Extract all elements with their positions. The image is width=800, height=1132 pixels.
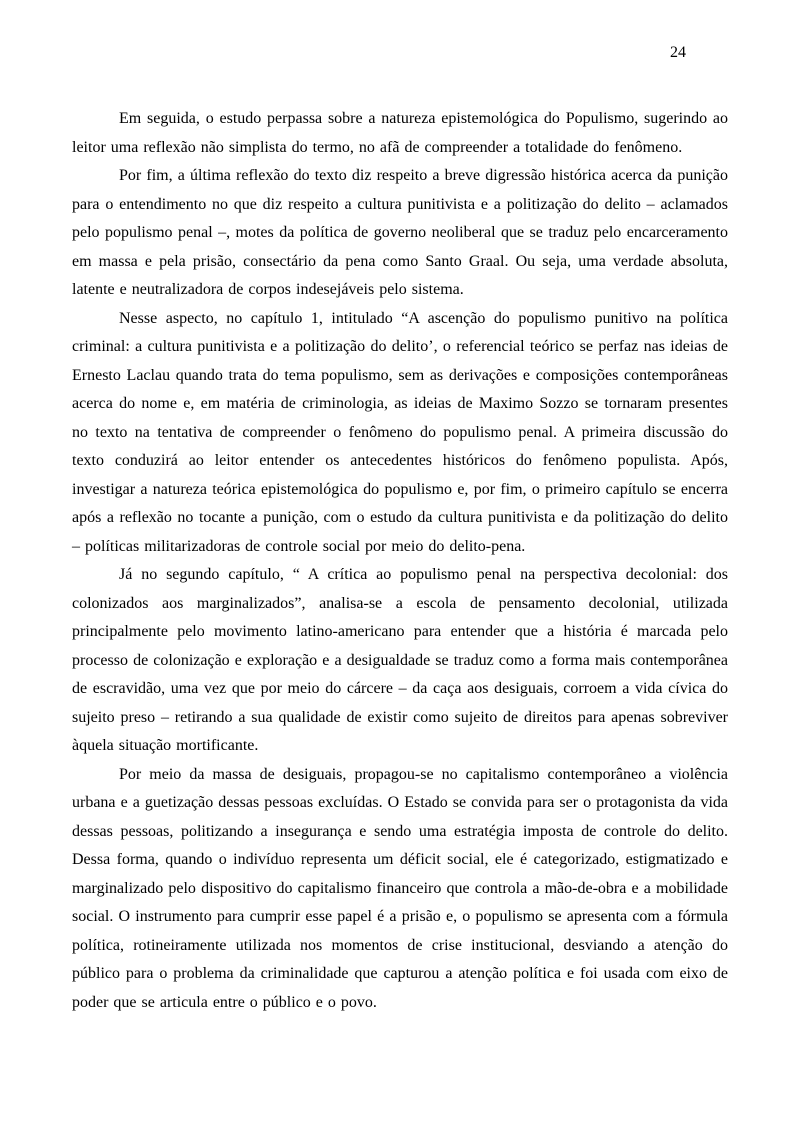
document-body bbox=[72, 105, 728, 1017]
page-number: 24 bbox=[670, 44, 686, 61]
paragraph-capitulo-1: Nesse aspecto, no capítulo 1, intitulado “A ascenção do populismo punitivo na política criminal: a cultura punitivista e a politização do delito’, o referencial teórico se perfaz nas ideias de Ernesto Laclau quando trata do tema populismo, sem as derivações e composições contemporâneas acerca do nome e, em matéria de criminologia, as ideias de Maximo Sozzo se tornaram presentes no texto na tentativa de compreender o fenômeno do populismo penal. A primeira discussão do texto conduzirá ao leitor entender os antecedentes históricos do fenômeno populista. Após, investigar a natureza teórica epistemológica do populismo e, por fim, o primeiro capítulo se encerra após a reflexão no tocante a punição, com o estudo da cultura punitivista e da politização do delito – políticas militarizadoras de controle social por meio do delito-pena. bbox=[72, 309, 728, 555]
paragraph-reflexao-final: Por fim, a última reflexão do texto diz respeito a breve digressão histórica acerca da punição para o entendimento no que diz respeito a cultura punitivista e a politização do delito – aclamados pelo populismo penal –, motes da política de governo neoliberal que se traduz pelo encarceramento em massa e pela prisão, consectário da pena como Santo Graal. Ou seja, uma verdade absoluta, latente e neutralizadora de corpos indesejáveis pelo sistema. bbox=[72, 167, 728, 298]
paragraph-capitulo-2: Já no segundo capítulo, “ A crítica ao populismo penal na perspectiva decolonial: dos colonizados aos marginalizados”, analisa-se a escola de pensamento decolonial, utilizada principalmente pelo movimento latino-americano para entender que a história é marcada pelo processo de colonização e exploração e a desigualdade se traduz como a forma mais contemporânea de escravidão, uma vez que por meio do cárcere – da caça aos desiguais, corroem a vida cívica do sujeito preso – retirando a sua qualidade de existir como sujeito de direitos para apenas sobreviver àquela situação mortificante. bbox=[72, 566, 728, 754]
paragraph-massa-desiguais: Por meio da massa de desiguais, propagou-se no capitalismo contemporâneo a violência urbana e a guetização dessas pessoas excluídas. O Estado se convida para ser o protagonista da vida dessas pessoas, politizando a insegurança e sendo uma estratégia imposta de controle do delito. Dessa forma, quando o indivíduo representa um déficit social, ele é categorizado, estigmatizado e marginalizado pelo dispositivo do capitalismo financeiro que controla a mão-de-obra e a mobilidade social. O instrumento para cumprir esse papel é a prisão e, o populismo se apresenta com a fórmula política, rotineiramente utilizada nos momentos de crise institucional, desviando a atenção do público para o problema da criminalidade que capturou a atenção política e foi usada com eixo de poder que se articula entre o público e o povo. bbox=[72, 765, 728, 1011]
paragraph-intro-epistemologia: Em seguida, o estudo perpassa sobre a natureza epistemológica do Populismo, sugerindo ao leitor uma reflexão não simplista do termo, no afã de compreender a totalidade do fenômeno. bbox=[72, 110, 728, 156]
